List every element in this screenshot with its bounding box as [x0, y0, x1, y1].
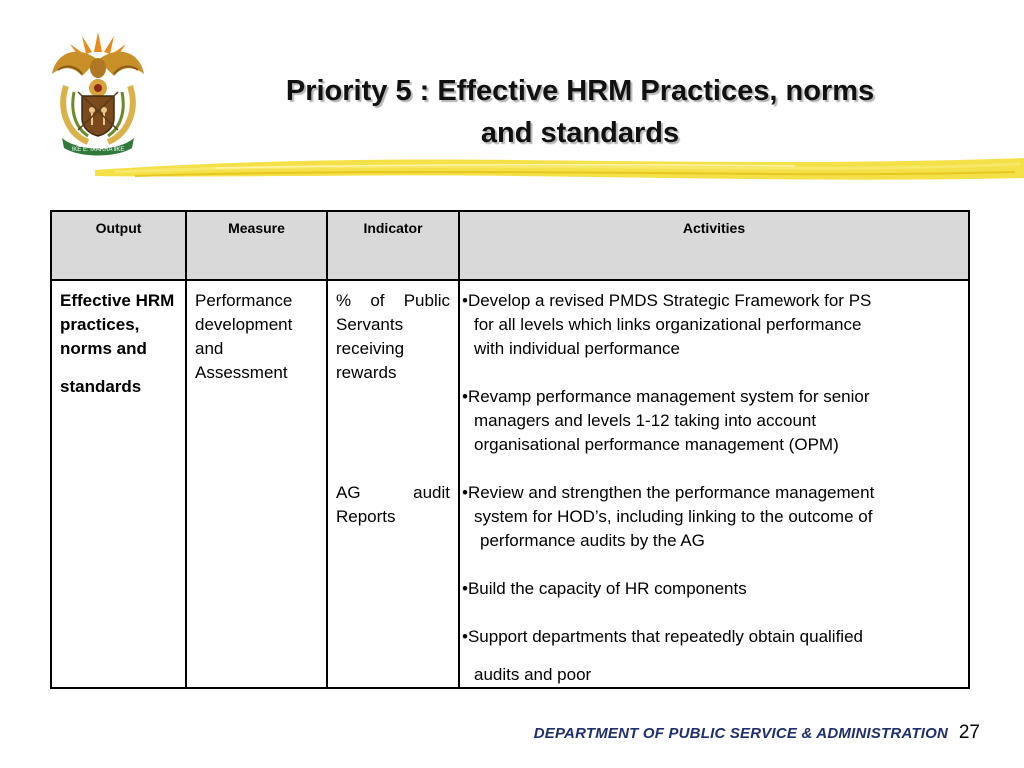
header-output: Output	[51, 211, 186, 280]
indicator-line: receiving	[336, 339, 405, 358]
activity-line: organisational performance management (OPM)	[474, 435, 839, 454]
page-title-line-2: and standards	[480, 117, 680, 149]
indicator-line: Servants	[336, 315, 404, 334]
priority-table	[50, 210, 970, 689]
output-cell	[51, 280, 186, 688]
yellow-brush-stroke	[95, 148, 1024, 188]
output-text: Effective HRM practices, norms and	[60, 291, 175, 358]
activity-line: performance audits by the AG	[480, 531, 705, 550]
header-indicator: Indicator	[327, 211, 459, 280]
activity-line: •Support departments that repeatedly obtain qualified	[462, 627, 863, 646]
activity-item	[462, 481, 960, 553]
activity-item	[462, 577, 960, 601]
indicator-line: rewards	[336, 363, 397, 382]
activity-line: managers and levels 1-12 taking into account	[474, 411, 817, 430]
page-number: 27	[958, 722, 980, 743]
table-header-row	[51, 211, 969, 280]
coat-of-arms-logo	[48, 30, 148, 158]
indicator-ag-audit	[336, 481, 450, 529]
activity-item	[462, 289, 960, 361]
activity-line: audits and poor	[474, 665, 592, 684]
table-row	[51, 280, 969, 688]
activity-line: system for HOD’s, including linking to the outcome of	[474, 507, 873, 526]
indicator-line: Reports	[336, 507, 396, 526]
footer-department: DEPARTMENT OF PUBLIC SERVICE & ADMINISTRATION	[533, 725, 948, 742]
activity-item	[462, 625, 960, 687]
measure-line: and	[195, 339, 224, 358]
indicator-cell	[327, 280, 459, 688]
indicator-line: % of Public	[336, 291, 450, 310]
header-activities: Activities	[459, 211, 969, 280]
measure-line: Performance	[195, 291, 293, 310]
header-measure: Measure	[186, 211, 327, 280]
measure-cell	[186, 280, 327, 688]
measure-line: Assessment	[195, 363, 288, 382]
activity-line: •Revamp performance management system for senior	[462, 387, 870, 406]
page-title	[150, 70, 1010, 154]
activities-cell	[459, 280, 969, 688]
activity-line: •Build the capacity of HR components	[462, 579, 747, 598]
measure-line: development	[195, 315, 293, 334]
activity-line: for all levels which links organizational performance	[474, 315, 862, 334]
activity-item	[462, 385, 960, 457]
activity-line: with individual performance	[474, 339, 680, 358]
activity-line: •Develop a revised PMDS Strategic Framework for PS	[462, 291, 872, 310]
output-text-standards: standards	[60, 377, 142, 396]
page-title-line-1: Priority 5 : Effective HRM Practices, norms	[285, 75, 875, 107]
indicator-line: AG audit	[336, 483, 450, 502]
svg-text:ǃKE E: ǀXARRA ǁKE: ǃKE E: ǀXARRA ǁKE	[71, 147, 125, 153]
indicator-rewards	[336, 289, 450, 385]
activity-line: •Review and strengthen the performance management	[462, 483, 875, 502]
